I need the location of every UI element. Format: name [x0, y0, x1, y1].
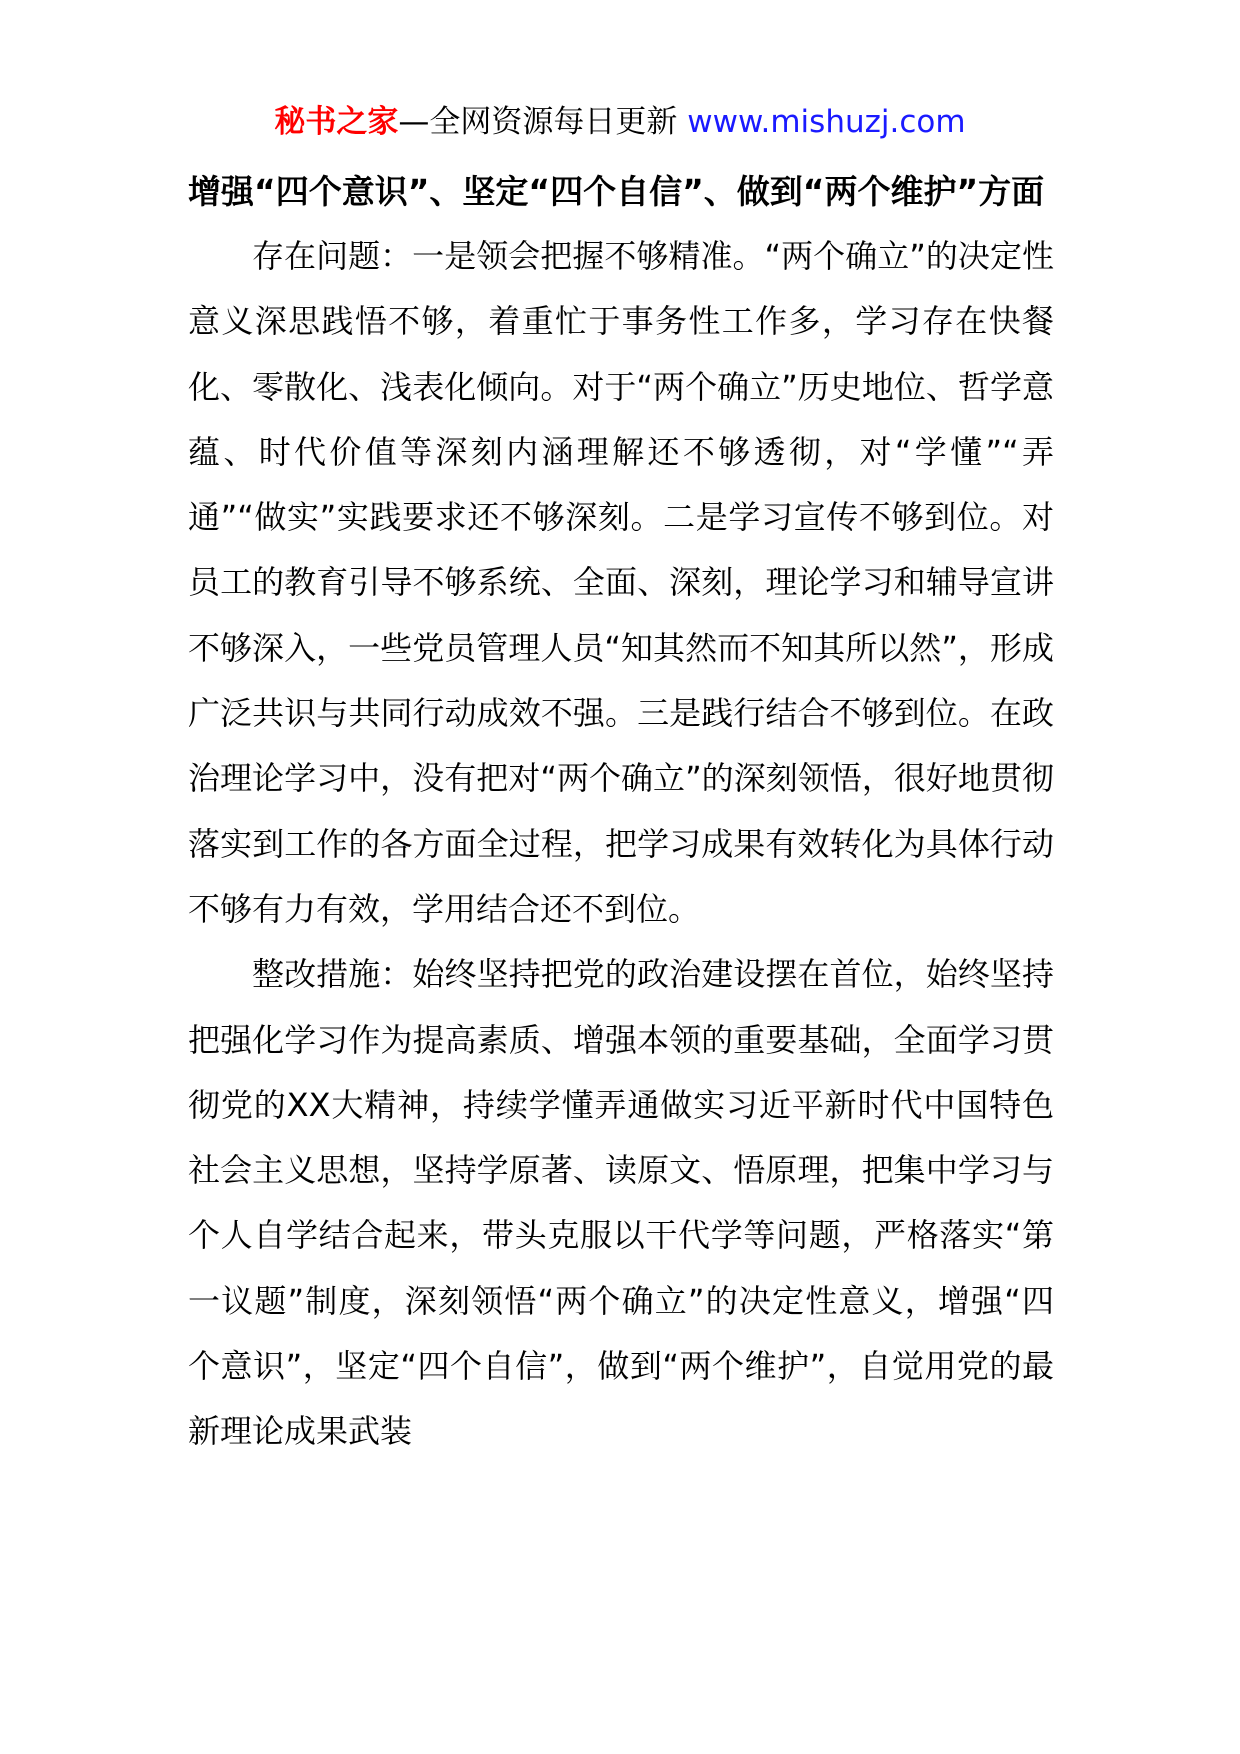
- site-url-link[interactable]: www.mishuzj.com: [687, 104, 966, 140]
- watermark-header: [0, 100, 1240, 144]
- paragraph-measures: 整改措施：始终坚持把党的政治建设摆在首位，始终坚持把强化学习作为提高素质、增强本领的重要基础，全面学习贯彻党的XX大精神，持续学懂弄通做实习近平新时代中国特色社会主义思想，坚持学原著、读原文、悟原理，把集中学习与个人自学结合起来，带头克服以干代学等问题，严格落实“第一议题”制度，深刻领悟“两个确立”的决定性意义，增强“四个意识”，坚定“四个自信”，做到“两个维护”，自觉用党的最新理论成果武装: [188, 955, 1054, 1451]
- document-body: [188, 160, 1054, 1465]
- paragraph-problems: 存在问题：一是领会把握不够精准。“两个确立”的决定性意义深思践悟不够，着重忙于事务性工作多，学习存在快餐化、零散化、浅表化倾向。对于“两个确立”历史地位、哲学意蕴、时代价值等深刻内涵理解还不够透彻，对“学懂”“弄通”“做实”实践要求还不够深刻。二是学习宣传不够到位。对员工的教育引导不够系统、全面、深刻，理论学习和辅导宣讲不够深入，一些党员管理人员“知其然而不知其所以然”，形成广泛共识与共同行动成效不强。三是践行结合不够到位。在政治理论学习中，没有把对“两个确立”的深刻领悟，很好地贯彻落实到工作的各方面全过程，把学习成果有效转化为具体行动不够有力有效，学用结合还不到位。: [188, 237, 1054, 928]
- section-heading: 增强“四个意识”、坚定“四个自信”、做到“两个维护”方面: [188, 172, 1045, 211]
- site-brand: 秘书之家: [274, 104, 399, 140]
- site-tagline: —全网资源每日更新: [398, 104, 688, 140]
